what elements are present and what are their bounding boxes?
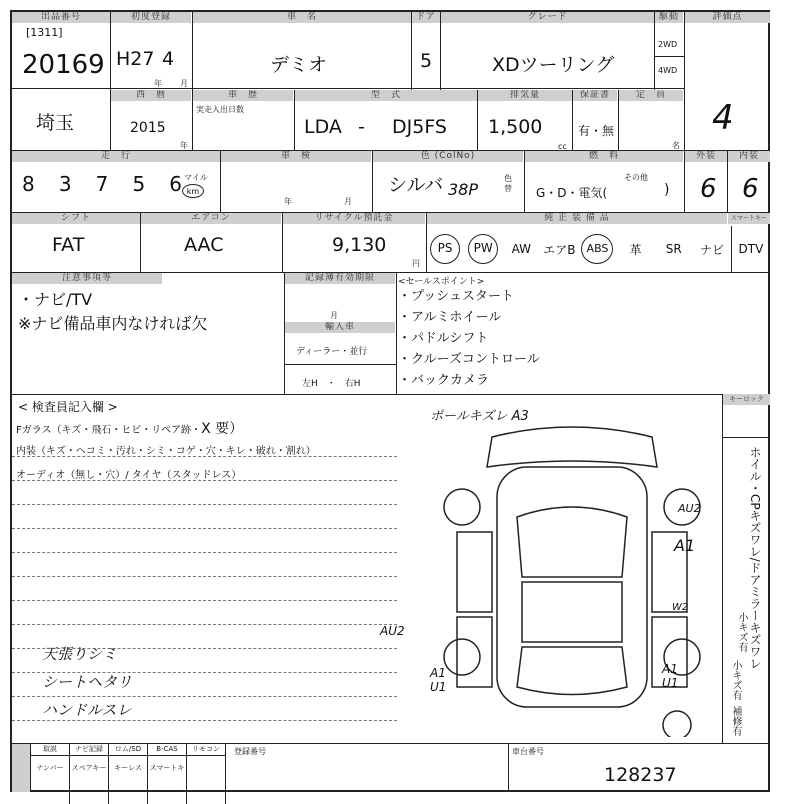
ac-value: AAC: [184, 234, 224, 256]
lot-number: 20169: [22, 50, 105, 80]
mileage-mile: マイル: [184, 173, 208, 182]
handwritten-notes: [42, 640, 132, 724]
ext-score: 6: [700, 174, 717, 204]
side-vertical-note: ホイル・CPキズワレ/ドアミラーキズワレ: [748, 446, 762, 670]
footer-empty-cell: [187, 756, 226, 804]
equip-item: [426, 226, 464, 272]
import-dealer: ディーラー・並行: [296, 347, 368, 357]
equip-ps: PS: [430, 234, 460, 264]
reg-month-unit: 月: [180, 79, 188, 88]
model-code: DJ5FS: [392, 116, 447, 138]
equipment-list: [426, 226, 770, 272]
fuel-other: その他: [624, 173, 648, 182]
diagram-mark: A1: [674, 536, 696, 555]
history-label: 車 歴: [193, 90, 293, 101]
equip-item: [540, 226, 578, 272]
diagram-mark: ポールキズレ A3: [430, 409, 529, 424]
roof-shape: [522, 582, 622, 642]
footer-item: 取説: [31, 744, 70, 756]
shaken-month: 月: [344, 197, 352, 206]
hand-note: シートヘタリ: [42, 673, 133, 691]
diagram-mark: AU2: [380, 624, 405, 638]
lot-label: 出品番号: [12, 12, 110, 23]
recycle-label: リサイクル預託金: [283, 213, 425, 224]
equip-item: [502, 226, 540, 272]
chassis-number: 128237: [604, 764, 677, 786]
note-item: ※ナビ備品車内なければ欠: [18, 314, 208, 333]
left-door-front: [457, 532, 492, 612]
side-notes-rows: [724, 612, 758, 652]
int-score: 6: [742, 174, 759, 204]
drive-4wd: 4WD: [658, 66, 678, 75]
equip-item: [731, 226, 770, 272]
equip-sr: SR: [665, 242, 682, 256]
glass-mark: X 要）: [201, 421, 244, 437]
sales-list: [398, 286, 540, 391]
shift-label: シフト: [12, 213, 140, 224]
drive-2wd: 2WD: [658, 40, 678, 49]
capacity-label: 定 員: [619, 90, 683, 101]
year-value: 2015: [130, 120, 166, 136]
color-value: シルバ: [388, 174, 444, 196]
chassis-label: 車台番号: [512, 747, 544, 756]
reg-no-label: 登録番号: [234, 747, 266, 756]
cc-value: 1,500: [488, 116, 543, 138]
year-label: 西 暦: [111, 90, 191, 101]
equip-label: 純 正 装 備 品: [427, 213, 727, 224]
footer-item: スマートキー: [148, 756, 187, 804]
lot-bracket: [1311]: [26, 26, 63, 39]
footer-item: リモコン: [187, 744, 226, 756]
equip-airbag: エアB: [543, 242, 576, 257]
sales-label: <セールスポイント>: [398, 277, 485, 287]
equip-item: [655, 226, 693, 272]
diagram-mark: A1 U1: [662, 662, 679, 690]
smartkey-label: スマートキー: [728, 213, 770, 224]
mileage-digit: 8: [22, 172, 35, 196]
sales-item: ・プッシュスタート: [398, 289, 514, 304]
history-sub: 実走入出日数: [196, 105, 244, 114]
door-count: 5: [420, 50, 433, 72]
door-label: ドア: [412, 12, 440, 23]
footer-item: ナビ記録: [70, 744, 109, 756]
mileage-digit: 6: [169, 172, 182, 196]
notes-list: [18, 288, 207, 336]
car-name: デミオ: [270, 54, 328, 76]
warranty-value: 有・無: [578, 124, 615, 138]
hand-note: ハンドルスレ: [42, 701, 132, 719]
equip-item: [464, 226, 502, 272]
note-item: ・ナビ/TV: [18, 290, 93, 309]
shaken-label: 車 検: [221, 151, 371, 162]
cc-label: 排気量: [478, 90, 572, 101]
left-door-rear: [457, 617, 492, 687]
shaken-year: 年: [284, 197, 292, 206]
capacity-unit: 名: [672, 141, 680, 150]
color-change: 色替: [504, 174, 512, 193]
import-label: 輸入車: [285, 322, 395, 333]
diagram-mark: W2: [672, 602, 689, 613]
side-note-row: 小キズ有: [730, 660, 741, 700]
front-bumper-shape: [487, 427, 657, 467]
windshield-shape: [517, 507, 627, 577]
equip-abs: ABS: [581, 234, 613, 264]
score-label: 評価点: [685, 12, 770, 23]
fuel-label: 燃 料: [525, 151, 683, 162]
fuel-value: G・D・電気(: [536, 186, 608, 200]
int-label: 内装: [728, 151, 770, 162]
sales-item: ・アルミホイール: [398, 310, 502, 325]
drive-label: 駆動: [655, 12, 683, 23]
warranty-label: 保証書: [573, 90, 617, 101]
sales-item: ・クルーズコントロール: [398, 352, 540, 367]
recycle-unit: 円: [412, 259, 420, 268]
notes-label: 注意事項等: [12, 273, 162, 284]
equip-item: [693, 226, 731, 272]
equip-aw: AW: [511, 242, 531, 256]
shift-value: FAT: [52, 234, 85, 256]
sales-item: ・バックカメラ: [398, 373, 490, 388]
reg-label: 初度登録: [111, 12, 191, 23]
reg-era: H27: [116, 48, 155, 70]
side-note-row: 補修有: [730, 706, 741, 736]
mileage-unit: km: [182, 184, 204, 198]
color-code: 38P: [448, 180, 479, 199]
diagram-mark: AU2: [678, 502, 701, 515]
footer-item: ロム/SD: [109, 744, 148, 756]
auction-sheet: [10, 10, 770, 796]
footer-side-tab: [12, 744, 30, 792]
mileage-digit: 7: [95, 172, 109, 196]
equip-dtv: DTV: [738, 242, 764, 256]
mileage-digits: [22, 172, 182, 196]
mileage-digit: 5: [132, 172, 146, 196]
reg-year-unit: 年: [154, 79, 162, 88]
keylock-label: キーロック: [723, 394, 770, 405]
score-value: 4: [712, 98, 734, 138]
footer-item: スペアキー: [70, 756, 109, 804]
equip-navi: ナビ: [699, 242, 724, 257]
equip-leather: 革: [629, 242, 642, 257]
equip-pw: PW: [468, 234, 498, 264]
car-label: 車 名: [193, 12, 411, 23]
handle-side: 左H ・ 右H: [302, 379, 361, 389]
ac-label: エアコン: [141, 213, 281, 224]
footer-items-grid: [30, 744, 226, 796]
wheel-fl: [444, 489, 480, 525]
footer-item: ナンバー: [31, 756, 70, 804]
side-note-row: 小キズ有: [736, 612, 747, 652]
cc-unit: cc: [558, 142, 567, 151]
keylock-box: [723, 394, 770, 438]
region: 埼玉: [36, 112, 75, 134]
record-label: 記録簿有効期限: [285, 273, 395, 284]
fuel-close: ): [664, 182, 670, 198]
equip-item: [617, 226, 655, 272]
year-unit: 年: [180, 141, 188, 150]
footer-item: B-CAS: [148, 744, 187, 756]
mileage-label: 走 行: [12, 151, 220, 162]
grade-label: グレード: [441, 12, 654, 23]
diagram-mark: A1 U1: [430, 666, 447, 694]
footer-item: キーレス: [109, 756, 148, 804]
model-dash: -: [358, 116, 365, 138]
model-prefix: LDA: [304, 116, 342, 138]
spare-tire: [663, 711, 691, 737]
color-label: 色 (ColNo): [373, 151, 523, 162]
inspection-line-audio: オーディオ（無し・穴）/ タイヤ（スタッドレス）: [16, 470, 242, 481]
rear-window-shape: [517, 647, 627, 695]
ext-label: 外装: [685, 151, 727, 162]
inspection-title: < 検査員記入欄 >: [18, 400, 118, 414]
grade: XDツーリング: [492, 54, 615, 76]
glass-text: Fガラス（キズ・飛石・ヒビ・リペア跡・: [16, 425, 202, 436]
reg-month: 4: [162, 48, 175, 70]
recycle-value: 9,130: [332, 234, 387, 256]
model-label: 型 式: [295, 90, 477, 101]
record-month: 月: [330, 311, 338, 320]
equip-item: [578, 226, 616, 272]
sales-item: ・パドルシフト: [398, 331, 489, 346]
mileage-digit: 3: [58, 172, 72, 196]
hand-note: 天張りシミ: [42, 645, 118, 663]
inspection-line-glass: [16, 418, 243, 438]
inspection-line-interior: 内装（キズ・ヘコミ・汚れ・シミ・コゲ・穴・キレ・破れ・割れ）: [16, 446, 316, 457]
